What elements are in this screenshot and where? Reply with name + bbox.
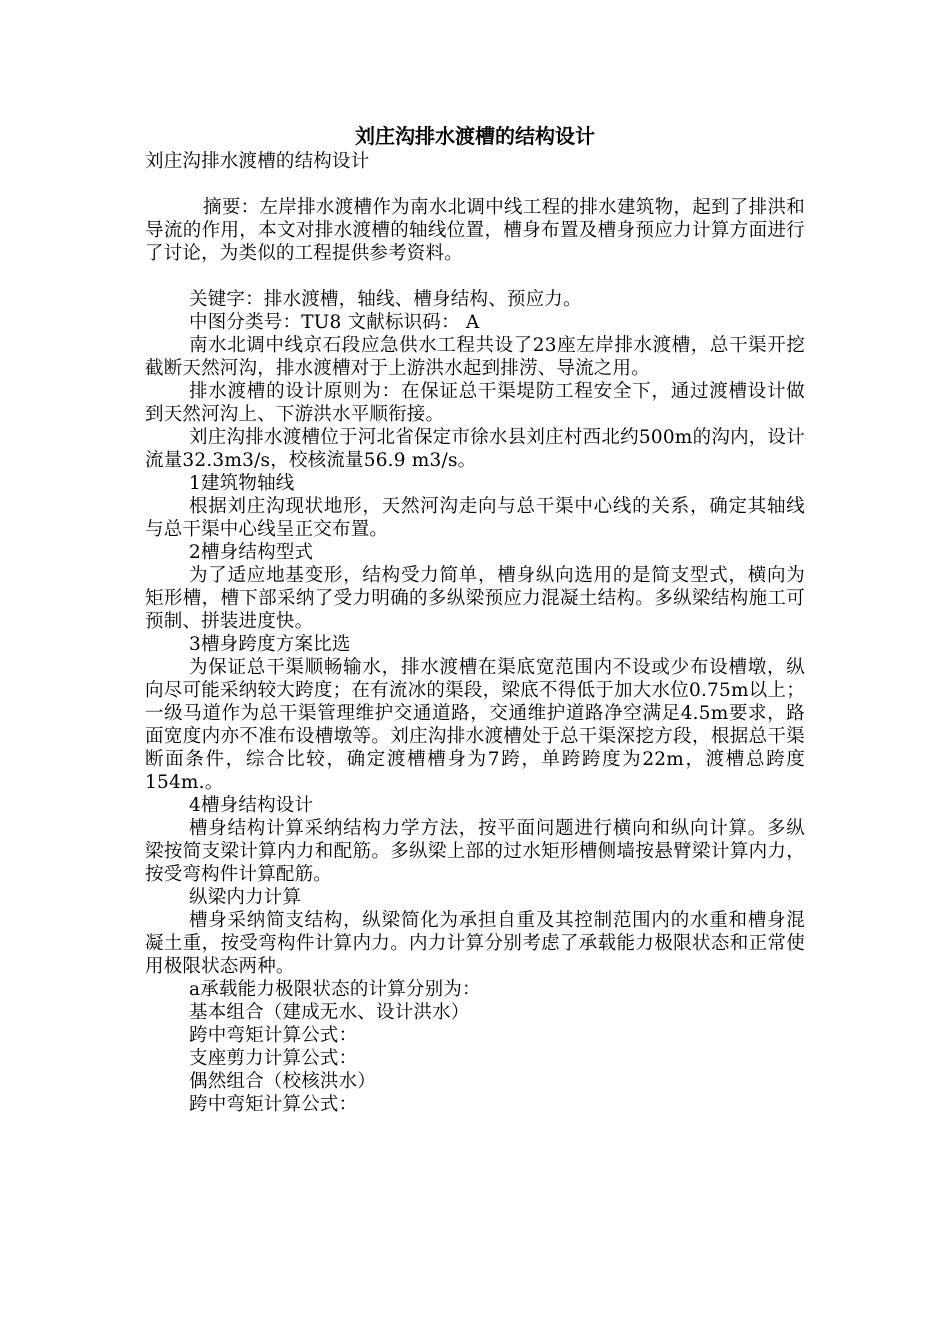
body-paragraph: 偶然组合（校核洪水） — [189, 1071, 377, 1092]
section-heading: 2槽身结构型式 — [189, 542, 314, 563]
document-title: 刘庄沟排水渡槽的结构设计 — [355, 124, 595, 148]
body-paragraph: 排水渡槽的设计原则为：在保证总干渠堤防工程安全下，通过渡槽设计做到天然河沟上、下游洪水平顺衔接。 — [145, 381, 805, 425]
body-paragraph: 刘庄沟排水渡槽位于河北省保定市徐水县刘庄村西北约500m的沟内，设计流量32.3m3/s，校核流量56.9 m3/s。 — [145, 427, 805, 471]
classification-line: 中图分类号：TU8 文献标识码： A — [189, 312, 480, 333]
document-body — [145, 150, 805, 1116]
subsection-heading: 纵梁内力计算 — [189, 887, 302, 908]
body-paragraph: 基本组合（建成无水、设计洪水） — [189, 1002, 470, 1023]
abstract-paragraph: 摘要：左岸排水渡槽作为南水北调中线工程的排水建筑物，起到了排洪和导流的作用，本文对排水渡槽的轴线位置，槽身布置及槽身预应力计算方面进行了讨论，为类似的工程提供参考资料。 — [145, 197, 805, 264]
body-paragraph: 为保证总干渠顺畅输水，排水渡槽在渠底宽范围内不设或少布设槽墩，纵向尽可能采纳较大跨度；在有流冰的渠段，梁底不得低于加大水位0.75m以上；一级马道作为总干渠管理维护交通道路，交通维护道路净空满足4.5m要求，路面宽度内亦不准布设槽墩等。刘庄沟排水渡槽处于总干渠深挖方段，根据总干渠断面条件，综合比较，确定渡槽槽身为7跨，单跨跨度为22m，渡槽总跨度154m.。 — [145, 657, 805, 793]
body-paragraph: 跨中弯矩计算公式： — [189, 1025, 358, 1046]
body-paragraph: 根据刘庄沟现状地形，天然河沟走向与总干渠中心线的关系，确定其轴线与总干渠中心线呈正交布置。 — [145, 496, 805, 540]
section-heading: 1建筑物轴线 — [189, 473, 295, 494]
body-paragraph: 槽身结构计算采纳结构力学方法，按平面问题进行横向和纵向计算。多纵梁按简支梁计算内力和配筋。多纵梁上部的过水矩形槽侧墙按悬臂梁计算内力，按受弯构件计算配筋。 — [145, 818, 805, 885]
body-paragraph: 支座剪力计算公式： — [189, 1048, 358, 1069]
section-heading: 3槽身跨度方案比选 — [189, 634, 351, 655]
document-subtitle: 刘庄沟排水渡槽的结构设计 — [145, 151, 370, 172]
body-paragraph: 为了适应地基变形，结构受力简单，槽身纵向选用的是简支型式，横向为矩形槽，槽下部采纳了受力明确的多纵梁预应力混凝土结构。多纵梁结构施工可预制、拼装进度快。 — [145, 565, 805, 632]
body-paragraph: 跨中弯矩计算公式： — [189, 1094, 358, 1115]
body-paragraph: 南水北调中线京石段应急供水工程共设了23座左岸排水渡槽，总干渠开挖截断天然河沟，排水渡槽对于上游洪水起到排涝、导流之用。 — [145, 335, 805, 379]
section-heading: 4槽身结构设计 — [189, 795, 314, 816]
body-paragraph: 槽身采纳简支结构，纵梁简化为承担自重及其控制范围内的水重和槽身混凝土重，按受弯构件计算内力。内力计算分别考虑了承载能力极限状态和正常使用极限状态两种。 — [145, 910, 805, 977]
body-paragraph: a承载能力极限状态的计算分别为： — [189, 979, 481, 1000]
keywords-line: 关键字：排水渡槽，轴线、槽身结构、预应力。 — [189, 289, 582, 310]
